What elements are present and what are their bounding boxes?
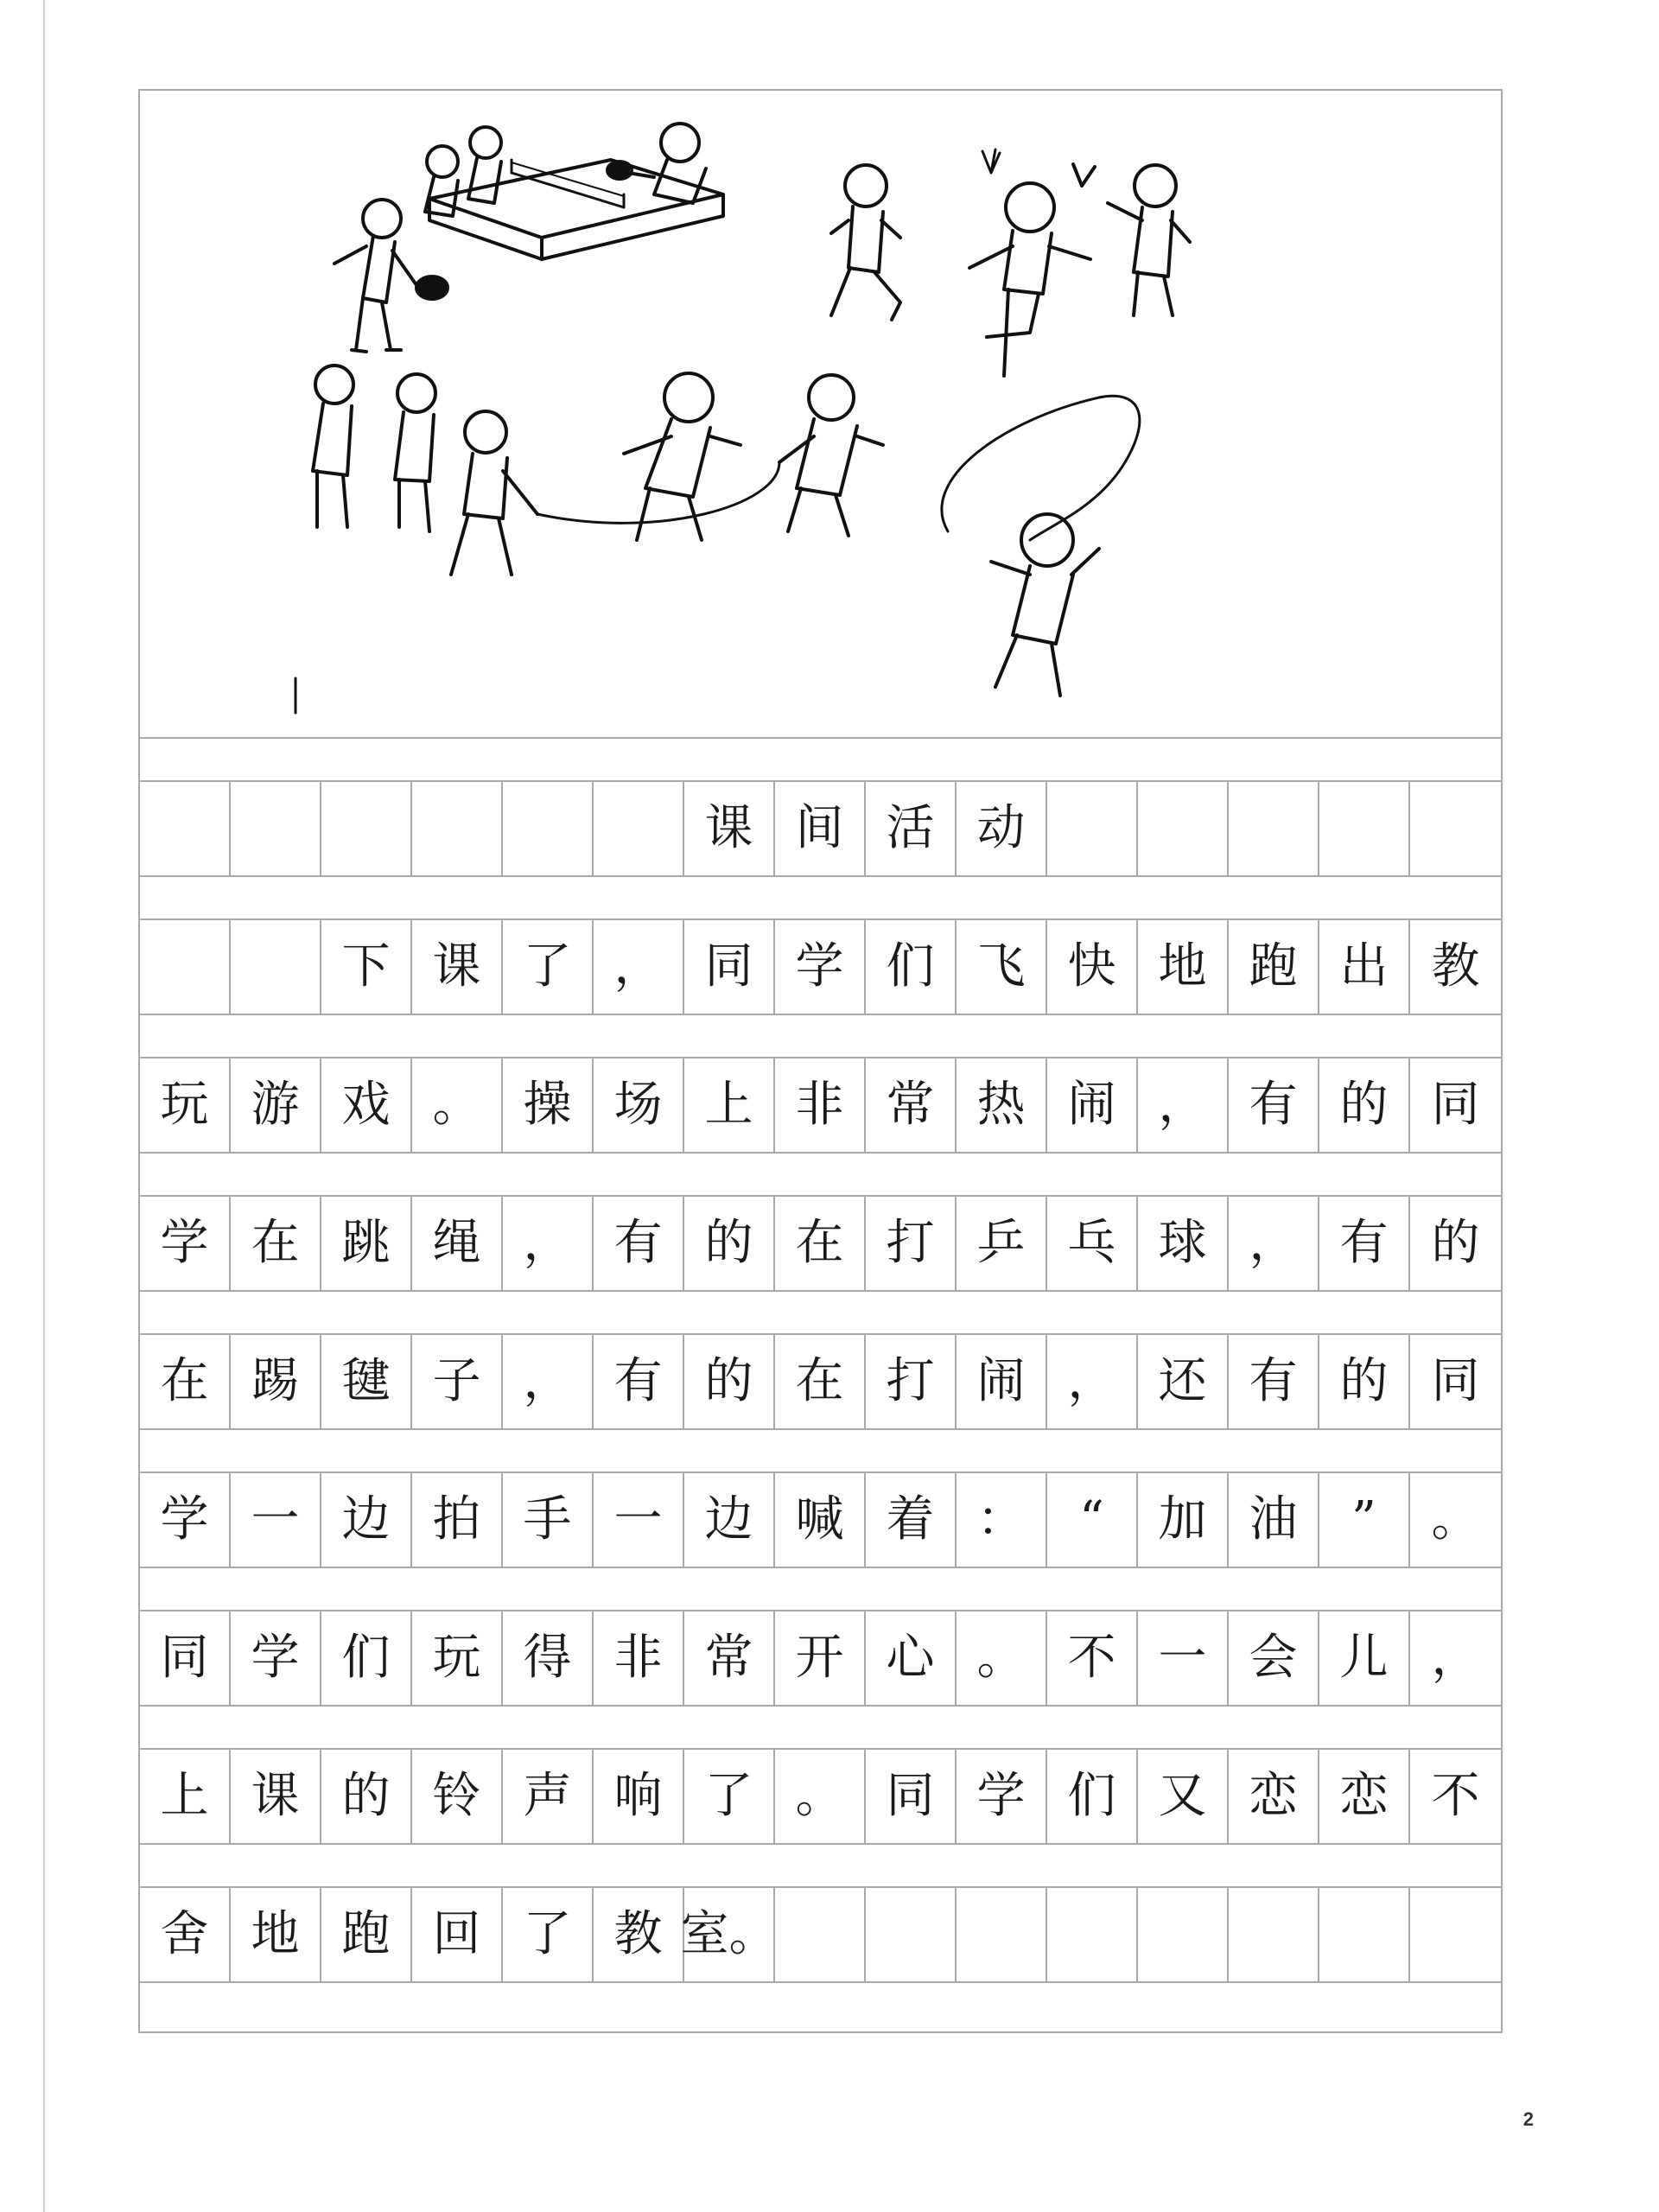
grid-cell: 教 — [1431, 938, 1480, 995]
grid-cell: 非 — [775, 1058, 866, 1152]
grid-cell: 们 — [1047, 1750, 1138, 1843]
grid-cell: 学 — [140, 1473, 231, 1567]
grid-cell: 又 — [1138, 1750, 1229, 1843]
grid-cell: 学 — [775, 920, 866, 1014]
grid-spacer — [140, 1015, 1501, 1058]
grid-cell: 一 — [1138, 1611, 1229, 1705]
grid-cell: ， — [594, 920, 684, 1014]
grid-cell: 闹 — [957, 1335, 1047, 1428]
grid-cell: 间 — [775, 782, 866, 875]
grid-cell: 快 — [1047, 920, 1138, 1014]
grid-cell: 有 — [1229, 1335, 1319, 1428]
grid-cell — [1410, 782, 1501, 875]
grid-cell — [1410, 1888, 1501, 1981]
grid-cell: 回 — [412, 1888, 503, 1981]
text-row — [140, 1335, 1501, 1430]
grid-cell: ， — [503, 1197, 594, 1290]
grid-cell: 戏 — [321, 1058, 412, 1152]
grid-cell — [1229, 1888, 1319, 1981]
grid-cell: 了 — [684, 1750, 775, 1843]
grid-cell: 拍 — [412, 1473, 503, 1567]
grid-cell — [1229, 782, 1319, 875]
grid-spacer — [140, 739, 1501, 782]
grid-cell: 闹 — [1047, 1058, 1138, 1152]
grid-cell: 在 — [231, 1197, 321, 1290]
grid-cell: 绳 — [412, 1197, 503, 1290]
grid-cell: 学 — [957, 1750, 1047, 1843]
grid-cell: ” — [1319, 1473, 1410, 1567]
grid-cell: 动 — [957, 782, 1047, 875]
grid-cell — [231, 920, 321, 1014]
grid-cell: 。 — [957, 1611, 1047, 1705]
grid-cell: 。 — [1431, 1491, 1480, 1548]
grid-cell: 飞 — [957, 920, 1047, 1014]
grid-spacer — [140, 1292, 1501, 1335]
grid-cell: 非 — [594, 1611, 684, 1705]
grid-cell: 常 — [684, 1611, 775, 1705]
grid-cell: 响 — [594, 1750, 684, 1843]
grid-cell: 热 — [957, 1058, 1047, 1152]
grid-spacer — [140, 1154, 1501, 1197]
grid-cell — [1138, 1888, 1229, 1981]
grid-cell: 课 — [412, 920, 503, 1014]
grid-cell — [1319, 782, 1410, 875]
grid-cell: 在 — [775, 1197, 866, 1290]
grid-cell — [594, 782, 684, 875]
grid-cell: 着 — [866, 1473, 957, 1567]
grid-cell: 有 — [1319, 1197, 1410, 1290]
grid-cell: 同 — [140, 1611, 231, 1705]
grid-cell: 。 — [775, 1750, 866, 1843]
grid-cell: 的 — [1431, 1215, 1480, 1271]
grid-cell: 一 — [594, 1473, 684, 1567]
grid-cell: 上 — [140, 1750, 231, 1843]
grid-cell: 同 — [684, 920, 775, 1014]
grid-cell: 学 — [140, 1197, 231, 1290]
grid-cell: 室。 — [684, 1888, 775, 1981]
grid-cell: 有 — [1229, 1058, 1319, 1152]
grid-cell: 恋 — [1229, 1750, 1319, 1843]
grid-cell: 加 — [1138, 1473, 1229, 1567]
grid-cell: 恋 — [1319, 1750, 1410, 1843]
grid-spacer — [140, 1568, 1501, 1611]
grid-cell: 会 — [1229, 1611, 1319, 1705]
grid-cell: 的 — [684, 1197, 775, 1290]
text-row — [140, 1750, 1501, 1845]
grid-cell: 喊 — [775, 1473, 866, 1567]
grid-cell: ， — [1431, 1630, 1480, 1686]
grid-cell: 了 — [503, 1888, 594, 1981]
grid-cell: 教 — [594, 1888, 684, 1981]
grid-cell: 铃 — [412, 1750, 503, 1843]
grid-spacer — [140, 877, 1501, 920]
grid-cell — [1138, 782, 1229, 875]
grid-cell: 。 — [412, 1058, 503, 1152]
grid-cell: “ — [1047, 1473, 1138, 1567]
grid-cell: 了 — [503, 920, 594, 1014]
grid-cell: 还 — [1138, 1335, 1229, 1428]
grid-cell: 得 — [503, 1611, 594, 1705]
text-row — [140, 1058, 1501, 1154]
grid-cell: 地 — [1138, 920, 1229, 1014]
grid-cell: ， — [1047, 1335, 1138, 1428]
grid-cell: 上 — [684, 1058, 775, 1152]
grid-cell: 不 — [1047, 1611, 1138, 1705]
grid-cell: 同 — [1431, 1077, 1480, 1133]
children-playing-illustration — [140, 91, 1501, 739]
text-row — [140, 1611, 1501, 1707]
grid-cell: 们 — [866, 920, 957, 1014]
grid-cell: 下 — [321, 920, 412, 1014]
grid-cell: 舍 — [140, 1888, 231, 1981]
grid-cell: 乓 — [1047, 1197, 1138, 1290]
grid-cell: ， — [1138, 1058, 1229, 1152]
grid-cell: 油 — [1229, 1473, 1319, 1567]
grid-cell: 打 — [866, 1335, 957, 1428]
grid-cell: 们 — [321, 1611, 412, 1705]
grid-cell — [1047, 1888, 1138, 1981]
grid-cell: 地 — [231, 1888, 321, 1981]
grid-cell: 学 — [231, 1611, 321, 1705]
text-row — [140, 1473, 1501, 1568]
grid-cell: ： — [957, 1473, 1047, 1567]
grid-spacer — [140, 1845, 1501, 1888]
grid-cell — [1319, 1888, 1410, 1981]
grid-cell: 的 — [1319, 1335, 1410, 1428]
grid-cell: 手 — [503, 1473, 594, 1567]
grid-spacer — [140, 1430, 1501, 1473]
grid-cell: 乒 — [957, 1197, 1047, 1290]
grid-cell: 出 — [1319, 920, 1410, 1014]
grid-cell — [140, 782, 231, 875]
margin-line — [43, 0, 45, 2212]
grid-cell: 玩 — [412, 1611, 503, 1705]
grid-cell: 有 — [594, 1335, 684, 1428]
illustration-drawing — [140, 91, 1501, 737]
grid-cell: 常 — [866, 1058, 957, 1152]
grid-cell: 心 — [866, 1611, 957, 1705]
grid-cell: 的 — [1319, 1058, 1410, 1152]
grid-cell — [231, 782, 321, 875]
grid-cell: 玩 — [140, 1058, 231, 1152]
grid-cell: 游 — [231, 1058, 321, 1152]
grid-cell: 活 — [866, 782, 957, 875]
grid-cell: 场 — [594, 1058, 684, 1152]
grid-cell: 课 — [231, 1750, 321, 1843]
grid-cell: 边 — [684, 1473, 775, 1567]
writing-grid — [140, 739, 1501, 2026]
grid-cell: 在 — [775, 1335, 866, 1428]
page-number: 2 — [1522, 2108, 1534, 2130]
grid-cell — [412, 782, 503, 875]
grid-cell: 声 — [503, 1750, 594, 1843]
grid-cell — [140, 920, 231, 1014]
grid-cell: 儿 — [1319, 1611, 1410, 1705]
text-row — [140, 920, 1501, 1015]
grid-cell — [1047, 782, 1138, 875]
grid-cell: 毽 — [321, 1335, 412, 1428]
grid-cell: ， — [1229, 1197, 1319, 1290]
grid-cell: 不 — [1431, 1768, 1480, 1824]
grid-cell: 同 — [866, 1750, 957, 1843]
text-row — [140, 1197, 1501, 1292]
grid-cell: 操 — [503, 1058, 594, 1152]
grid-spacer — [140, 1707, 1501, 1750]
grid-cell: 打 — [866, 1197, 957, 1290]
grid-cell — [866, 1888, 957, 1981]
grid-cell — [503, 782, 594, 875]
grid-cell: 球 — [1138, 1197, 1229, 1290]
grid-cell: 的 — [684, 1335, 775, 1428]
grid-cell: 踢 — [231, 1335, 321, 1428]
grid-cell: ， — [503, 1335, 594, 1428]
grid-cell: 同 — [1431, 1353, 1480, 1409]
grid-cell: 跑 — [1229, 920, 1319, 1014]
grid-cell: 在 — [140, 1335, 231, 1428]
text-row — [140, 1888, 1501, 1983]
grid-cell — [957, 1888, 1047, 1981]
grid-cell: 课 — [684, 782, 775, 875]
grid-cell: 跳 — [321, 1197, 412, 1290]
grid-cell: 子 — [412, 1335, 503, 1428]
title-row — [140, 782, 1501, 877]
grid-cell: 开 — [775, 1611, 866, 1705]
grid-cell — [775, 1888, 866, 1981]
grid-cell: 跑 — [321, 1888, 412, 1981]
composition-sheet — [138, 89, 1503, 2033]
grid-spacer — [140, 1983, 1501, 2026]
grid-cell: 的 — [321, 1750, 412, 1843]
grid-cell — [321, 782, 412, 875]
grid-cell: 有 — [594, 1197, 684, 1290]
grid-cell: 边 — [321, 1473, 412, 1567]
grid-cell: 一 — [231, 1473, 321, 1567]
